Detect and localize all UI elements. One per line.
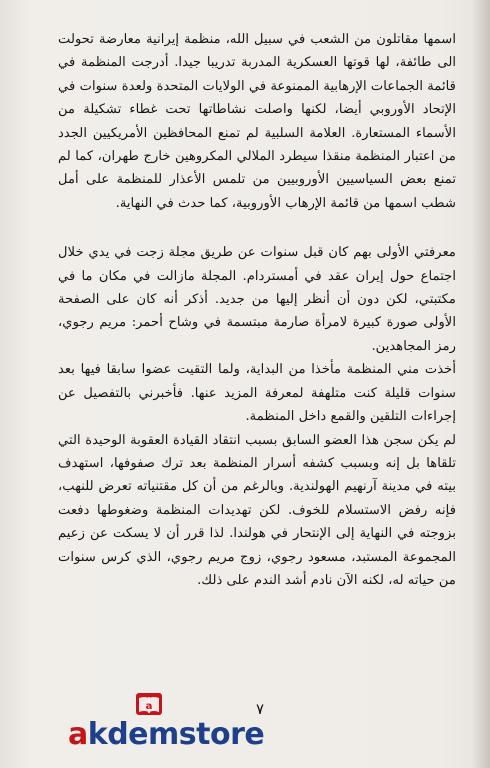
paragraph-4: لم يكن سجن هذا العضو السابق بسبب انتقاد القيادة العقوبة الوحيدة التي تلقاها بل إنه وبسبب كشفه أسرار المنظمة بعد ترك صفوفها، استهدف بيته في مدينة آرنهيم الهولندية. وبالرغم من أن كل مقتنياته تعرض للنهب، فإنه رفض الاستسلام للخوف. لكن تهديدات المنظمة وضغوطها دفعت بزوجته في النهاية إلى الإنتحار في هولندا. لذا قرر أن لا يسكت عن زعيم المجموعة المستبد، مسعود رجوي، زوج مريم رجوي، الذي كرس سنوات من حياته له، لكنه الآن نادم أشد الندم على ذلك.: [58, 432, 456, 588]
logo-wordmark: [68, 718, 264, 752]
akdemstore-logo: [68, 690, 308, 760]
page-spine-shadow: [472, 0, 490, 768]
book-logo-icon: [134, 690, 164, 718]
logo-wordmark-a: a: [68, 717, 88, 752]
page-number: ٧: [255, 700, 265, 718]
page-body-text: [58, 28, 456, 592]
logo-wordmark-rest: kdemstore: [87, 717, 265, 752]
paragraph-3: أخذت مني المنظمة مأخذا من البداية، ولما التقيت عضوا سابقا فيها بعد سنوات قليلة كنت متلهفة لمعرفة المزيد عنها. فأخبرني بالتفصيل عن إجراءات التلقين والقمع داخل المنظمة.: [58, 362, 456, 425]
paragraph-2: معرفتي الأولى بهم كان قبل سنوات عن طريق مجلة زجت في يدي خلال اجتماع حول إيران عقد في أمستردام. المجلة مازالت في مكان ما في مكتبتي، لكن دون أن أنظر إليها من جديد. أذكر أنه كان على الصفحة الأولى صورة كبيرة لامرأة صارمة مبتسمة في وشاح أحمر: مريم رجوي، رمز المجاهدين.: [58, 245, 456, 354]
paragraph-1: اسمها مقاتلون من الشعب في سبيل الله، منظمة إيرانية معارضة تحولت الى طائفة، لها قوتها العسكرية المدربة تدريبا جيدا. أدرجت المنظمة في قائمة الجماعات الإرهابية الممنوعة في الولايات المتحدة ولعدة سنوات في الإتحاد الأوروبي أيضا، لكنها واصلت نشاطاتها تحت غطاء تشكيلة من الأسماء المستعارة. العلامة السلبية لم تمنع المحافظين الأمريكيين الجدد من اعتبار المنظمة منقذا سيطرد الملالي المكروهين خارج طهران، كما لم تمنع بعض السياسيين الأوروبيين من تلمس الأعذار للمنظمة على أمل شطب اسمها من قائمة الإرهاب الأوروبية، كما حدث في النهاية.: [58, 32, 456, 211]
logo-mark-letter: a: [145, 701, 153, 712]
